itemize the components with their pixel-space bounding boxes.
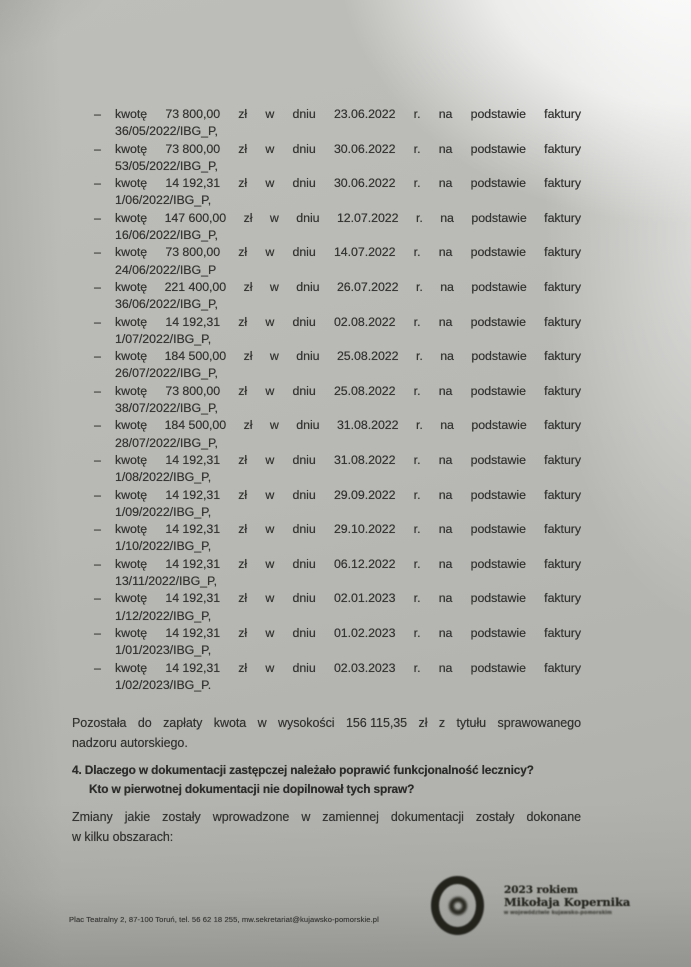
logo-tagline: w województwie kujawsko-pomorskim: [504, 910, 613, 916]
payment-list-item: [94, 175, 582, 210]
copernicus-center-dot-icon: [449, 897, 467, 915]
payment-list-item: [94, 314, 582, 349]
payment-line-main: kwotę 73 800,00 zł w dniu 14.07.2022 r. na podstawie faktury: [115, 245, 582, 260]
payment-dash: –: [94, 660, 101, 675]
payment-line-invoice: 26/07/2022/IBG_P,: [115, 366, 218, 381]
payment-line-invoice: 1/07/2022/IBG_P,: [115, 331, 212, 346]
payment-line-invoice: 36/05/2022/IBG_P,: [115, 124, 218, 139]
payment-line-main: kwotę 14 192,31 zł w dniu 06.12.2022 r. na podstawie faktury: [115, 556, 582, 571]
payment-line-main: kwotę 14 192,31 zł w dniu 31.08.2022 r. na podstawie faktury: [115, 452, 582, 467]
payment-line-invoice: 1/01/2023/IBG_P,: [115, 643, 212, 658]
payment-dash: –: [94, 245, 101, 260]
payment-dash: –: [94, 176, 101, 191]
payment-list-item: [94, 106, 582, 141]
payment-line-main: kwotę 221 400,00 zł w dniu 26.07.2022 r. na podstawie faktury: [115, 279, 582, 294]
payment-dash: –: [94, 418, 101, 433]
payment-dash: –: [94, 210, 101, 225]
remaining-amount-paragraph: [72, 714, 581, 753]
payment-list-item: [94, 521, 582, 556]
payment-line-main: kwotę 147 600,00 zł w dniu 12.07.2022 r. na podstawie faktury: [115, 210, 582, 225]
payment-line-main: kwotę 73 800,00 zł w dniu 30.06.2022 r. na podstawie faktury: [115, 141, 582, 156]
payment-list-item: [94, 452, 582, 487]
payment-line-main: kwotę 14 192,31 zł w dniu 29.10.2022 r. na podstawie faktury: [115, 522, 582, 537]
question-4-line1: 4. Dlaczego w dokumentacji zastępczej należało poprawić funkcjonalność lecznicy?: [72, 763, 534, 777]
payment-list-item: [94, 244, 582, 279]
payment-dash: –: [94, 452, 101, 467]
payment-dash: –: [94, 349, 101, 364]
copernicus-year-logo: [431, 875, 661, 945]
copernicus-logo-text: [504, 884, 630, 917]
payment-line-invoice: 1/06/2022/IBG_P,: [115, 193, 212, 208]
payment-line-invoice: 13/11/2022/IBG_P,: [115, 574, 218, 589]
payment-line-main: kwotę 73 800,00 zł w dniu 23.06.2022 r. na podstawie faktury: [115, 107, 582, 121]
question-4-block: [72, 761, 585, 799]
payment-list-item: [94, 383, 582, 418]
payment-line-invoice: 1/10/2022/IBG_P,: [115, 539, 212, 554]
changes-paragraph: [72, 808, 581, 847]
payment-dash: –: [94, 279, 101, 294]
payment-list-item: [94, 141, 582, 176]
payment-dash: –: [94, 625, 101, 640]
payment-line-invoice: 1/12/2022/IBG_P,: [115, 608, 212, 623]
payment-dash: –: [94, 383, 101, 398]
payment-list-item: [94, 625, 582, 660]
payment-line-invoice: 1/08/2022/IBG_P,: [115, 470, 212, 485]
payment-line-invoice: 24/06/2022/IBG_P: [115, 262, 217, 277]
payment-list-item: [94, 417, 582, 452]
payment-line-invoice: 16/06/2022/IBG_P,: [115, 228, 218, 243]
logo-name-line: Mikołaja Kopernika: [504, 895, 631, 909]
payment-line-invoice: 1/09/2022/IBG_P,: [115, 504, 212, 519]
payment-list-item: [94, 487, 582, 522]
payment-line-main: kwotę 14 192,31 zł w dniu 02.01.2023 r. na podstawie faktury: [115, 591, 582, 606]
payment-line-main: kwotę 14 192,31 zł w dniu 02.03.2023 r. na podstawie faktury: [115, 660, 582, 675]
payment-dash: –: [94, 522, 101, 537]
payment-line-main: kwotę 14 192,31 zł w dniu 30.06.2022 r. na podstawie faktury: [115, 176, 582, 191]
payment-line-main: kwotę 184 500,00 zł w dniu 25.08.2022 r. na podstawie faktury: [115, 349, 582, 364]
payment-line-invoice: 38/07/2022/IBG_P,: [115, 401, 218, 416]
payment-line-main: kwotę 73 800,00 zł w dniu 25.08.2022 r. na podstawie faktury: [115, 383, 582, 398]
remaining-amount-line1: Pozostała do zapłaty kwota w wysokości 156 115,35 zł z tytułu sprawowanego: [72, 716, 581, 730]
payment-dash: –: [94, 591, 101, 606]
payment-line-main: kwotę 14 192,31 zł w dniu 01.02.2023 r. na podstawie faktury: [115, 625, 582, 640]
payment-line-main: kwotę 14 192,31 zł w dniu 29.09.2022 r. na podstawie faktury: [115, 487, 582, 502]
payment-line-invoice: 53/05/2022/IBG_P,: [115, 158, 218, 173]
payment-line-invoice: 28/07/2022/IBG_P,: [115, 435, 218, 450]
payment-dash: –: [94, 556, 101, 571]
logo-year-line: 2023 rokiem: [504, 884, 578, 896]
payment-list-item: [94, 556, 582, 591]
payment-list-item: [94, 210, 582, 245]
payment-dash: –: [94, 107, 101, 121]
payment-list-item: [94, 590, 582, 625]
payment-list-item: [94, 660, 582, 695]
payment-list-item: [94, 348, 582, 383]
payment-line-invoice: 36/06/2022/IBG_P,: [115, 297, 218, 312]
payment-list: [94, 106, 582, 694]
payment-line-main: kwotę 14 192,31 zł w dniu 02.08.2022 r. na podstawie faktury: [115, 314, 582, 329]
payment-list-item: [94, 279, 582, 314]
changes-line1: Zmiany jakie zostały wprowadzone w zamiennej dokumentacji zostały dokonane: [72, 810, 581, 824]
footer-address: Plac Teatralny 2, 87-100 Toruń, tel. 56 62 18 255, mw.sekretariat@kujawsko-pomorskie.pl: [69, 915, 379, 924]
payment-line-invoice: 1/02/2023/IBG_P.: [115, 677, 212, 692]
payment-dash: –: [94, 314, 101, 329]
remaining-amount-line2: nadzoru autorskiego.: [72, 735, 188, 750]
payment-dash: –: [94, 141, 101, 156]
payment-line-main: kwotę 184 500,00 zł w dniu 31.08.2022 r. na podstawie faktury: [115, 418, 582, 433]
changes-line2: w kilku obszarach:: [72, 829, 174, 844]
question-4-line2: Kto w pierwotnej dokumentacji nie dopilnował tych spraw?: [89, 782, 415, 796]
payment-dash: –: [94, 487, 101, 502]
